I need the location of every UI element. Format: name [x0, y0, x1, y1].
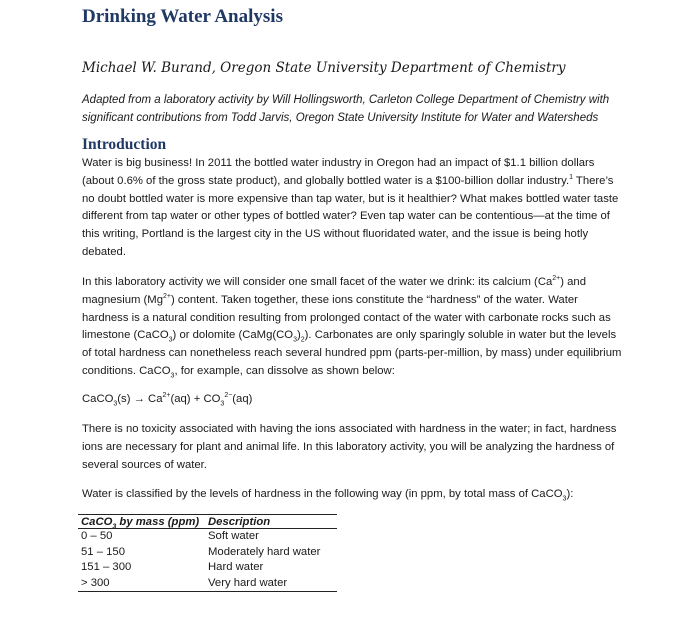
header-col1-sub: 3: [112, 523, 117, 531]
table-header-row: [78, 515, 337, 529]
eq-sup-1: 2+: [162, 392, 171, 400]
hardness-table: [78, 514, 337, 592]
p2-text-c: ) content. Taken together, these ions constitute the “hardness” of the water. Water hardness is a natural condition resulting from prolonged contact of the water with carbonate rocks such as limestone (CaCO: [82, 293, 611, 342]
intro-paragraph-3: There is no toxicity associated with having the ions associated with hardness in the water; in fact, hardness ions are necessary for plant and animal life. In this laboratory activity, you will be analyzing the hardness of several sources of water.: [82, 423, 617, 471]
row-range: > 300: [78, 576, 205, 592]
footnote-marker: 1: [569, 174, 573, 182]
row-range: 151 – 300: [81, 561, 132, 574]
row-range: 0 – 50: [81, 530, 113, 542]
eq-sup-2: 2−: [224, 392, 233, 400]
p2-text-e: ): [296, 329, 301, 342]
intro-paragraph-1: [82, 155, 622, 262]
row-description: Moderately hard water: [208, 545, 321, 558]
ca-charge: 2+: [552, 275, 561, 283]
p1-text-cont: There’s no doubt bottled water is more expensive than tap water, but is it healthier? What makes bottled water taste different from tap water or other types of bottled water? Even tap water can be contentious—at the time of this writing, Portland is the largest city in the US without fluoridated water, and the issue is being hotly debated.: [82, 174, 619, 258]
dissolution-equation: [82, 392, 253, 408]
intro-paragraph-2: [82, 274, 622, 381]
p2-text-b: ) and magnesium (Mg: [82, 276, 586, 306]
p2-sub-1: 3: [168, 336, 173, 344]
p2-sub-3: 2: [300, 336, 305, 344]
eq-part-d: (aq): [232, 393, 253, 405]
table-row: [78, 529, 337, 545]
row-description: Hard water: [208, 561, 264, 574]
mg-charge: 2+: [163, 293, 171, 301]
p4-text-b: ):: [566, 488, 574, 500]
p4-sub: 3: [562, 495, 567, 503]
table-row: [78, 576, 337, 592]
classification-intro: [82, 486, 622, 504]
header-col1-b: by mass (ppm): [116, 516, 200, 528]
p2-text-g: , for example, can dissolve as shown below:: [174, 364, 395, 377]
p4-text-a: Water is classified by the levels of hardness in the following way (in ppm, by total mass of CaCO: [82, 488, 563, 500]
table-row: [78, 545, 337, 561]
row-description: Soft water: [208, 530, 259, 542]
document-title: Drinking Water Analysis: [82, 6, 283, 27]
introduction-heading: Introduction: [82, 136, 167, 153]
header-description: Description: [205, 515, 337, 529]
row-description: Very hard water: [205, 576, 337, 592]
table-row: [78, 560, 337, 576]
p2-sub-4: 3: [170, 372, 175, 380]
p2-text-f: ). Carbonates are only sparingly soluble in water but the levels of total hardness can nonetheless reach several hundred ppm (parts-per-million, by mass) under equilibrium conditions. CaCO: [82, 329, 622, 377]
author-line: Michael W. Burand, Oregon State University Department of Chemistry: [82, 60, 566, 76]
eq-part-b: (s) → Ca: [117, 393, 163, 405]
eq-part-a: CaCO: [82, 393, 114, 405]
p2-sub-2: 3: [293, 336, 297, 344]
eq-part-c: (aq) + CO: [170, 393, 221, 405]
header-col1-a: CaCO: [81, 516, 113, 528]
row-range: 51 – 150: [81, 545, 125, 558]
adaptation-credit: Adapted from a laboratory activity by Will Hollingsworth, Carleton College Department of Chemistry with significant contributions from Todd Jarvis, Oregon State University Institute for Water and Watersheds: [82, 94, 610, 124]
eq-sub-1: 3: [113, 400, 118, 408]
eq-sub-2: 3: [220, 400, 225, 408]
p2-text-a: In this laboratory activity we will consider one small facet of the water we drink: its calcium (Ca: [82, 276, 553, 288]
p1-text: Water is big business! In 2011 the bottled water industry in Oregon had an impact of $1.1 billion dollars (about 0.6% of the gross state product), and globally bottled water is a $100-billion dollar industry.: [82, 157, 595, 187]
p2-text-d: ) or dolomite (CaMg(CO: [172, 329, 294, 342]
header-caco3-by-mass: [78, 515, 205, 529]
